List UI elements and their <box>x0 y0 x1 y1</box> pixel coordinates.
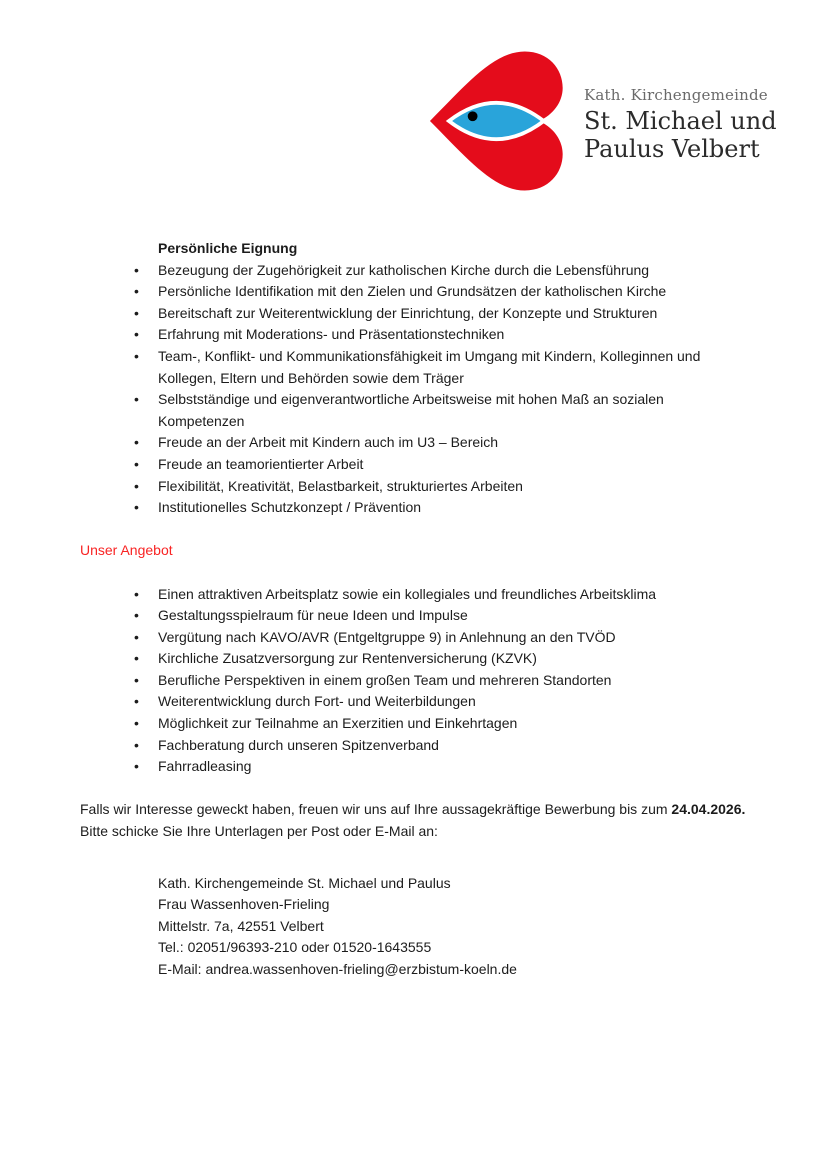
suitability-bullet-item: • Freude an der Arbeit mit Kindern auch im U3 – Bereich <box>134 432 718 454</box>
offer-bullet-item: • Möglichkeit zur Teilnahme an Exerzitien und Einkehrtagen <box>134 713 718 735</box>
offer-bullet-item: • Einen attraktiven Arbeitsplatz sowie ein kollegiales und freundliches Arbeitsklima <box>134 584 718 606</box>
offer-bullet-item: • Berufliche Perspektiven in einem großen Team und mehreren Standorten <box>134 670 718 692</box>
offer-bullet-item: • Fachberatung durch unseren Spitzenverband <box>134 735 718 757</box>
closing-paragraph <box>80 799 770 842</box>
section-heading-our-offer: Unser Angebot <box>80 542 173 559</box>
contact-block <box>158 873 770 981</box>
logo-subtitle: Kath. Kirchengemeinde <box>584 86 768 104</box>
suitability-bullet-item: • Institutionelles Schutzkonzept / Prävention <box>134 497 718 519</box>
contact-line: Tel.: 02051/96393-210 oder 01520-1643555 <box>158 939 432 956</box>
suitability-bullet-item: • Freude an teamorientierter Arbeit <box>134 454 718 476</box>
suitability-bullet-item: • Persönliche Identifikation mit den Zielen und Grundsätzen der katholischen Kirche <box>134 281 718 303</box>
contact-line: Kath. Kirchengemeinde St. Michael und Paulus <box>158 874 451 891</box>
offer-bullet-item: • Kirchliche Zusatzversorgung zur Rentenversicherung (KZVK) <box>134 648 718 670</box>
suitability-bullet-item: • Bereitschaft zur Weiterentwicklung der Einrichtung, der Konzepte und Strukturen <box>134 303 718 325</box>
offer-bullet-item: • Vergütung nach KAVO/AVR (Entgeltgruppe 9) in Anlehnung an den TVÖD <box>134 627 718 649</box>
section-heading-personal-suitability: Persönliche Eignung <box>158 240 298 256</box>
closing-sentence: Falls wir Interesse geweckt haben, freuen wir uns auf Ihre aussagekräftige Bewerbung bis zum <box>80 801 672 818</box>
suitability-bullet-item: • Bezeugung der Zugehörigkeit zur katholischen Kirche durch die Lebensführung <box>134 260 718 282</box>
offer-bullet-item: • Gestaltungsspielraum für neue Ideen und Impulse <box>134 605 718 627</box>
contact-line: Frau Wassenhoven-Frieling <box>158 896 330 913</box>
document-content <box>80 238 770 981</box>
closing-sentence-line2: Bitte schicke Sie Ihre Unterlagen per Post oder E-Mail an: <box>80 823 438 840</box>
offer-bullet-item: • Weiterentwicklung durch Fort- und Weiterbildungen <box>134 691 718 713</box>
suitability-bullet-item: • Team-, Konflikt- und Kommunikationsfähigkeit im Umgang mit Kindern, Kolleginnen und Kollegen, Eltern und Behörden sowie dem Träger <box>134 346 718 389</box>
suitability-bullet-item: • Selbstständige und eigenverantwortliche Arbeitsweise mit hohen Maß an sozialen Kompetenzen <box>134 389 718 432</box>
logo-title-line2: Paulus Velbert <box>584 134 760 163</box>
logo-title-line1: St. Michael und <box>584 107 777 135</box>
suitability-bullet-item: • Flexibilität, Kreativität, Belastbarkeit, strukturiertes Arbeiten <box>134 476 718 498</box>
personal-suitability-list <box>80 260 770 519</box>
fish-eye-dot <box>468 111 478 121</box>
heart-fish-logo-icon <box>400 42 580 200</box>
church-logo-text <box>584 86 777 163</box>
application-deadline: 24.04.2026. <box>671 801 746 818</box>
suitability-bullet-item: • Erfahrung mit Moderations- und Präsentationstechniken <box>134 324 718 346</box>
offer-bullet-item: • Fahrradleasing <box>134 756 718 778</box>
contact-line: Mittelstr. 7a, 42551 Velbert <box>158 917 324 934</box>
contact-line: E-Mail: andrea.wassenhoven-frieling@erzbistum-koeln.de <box>158 961 517 977</box>
our-offer-list <box>80 584 770 778</box>
